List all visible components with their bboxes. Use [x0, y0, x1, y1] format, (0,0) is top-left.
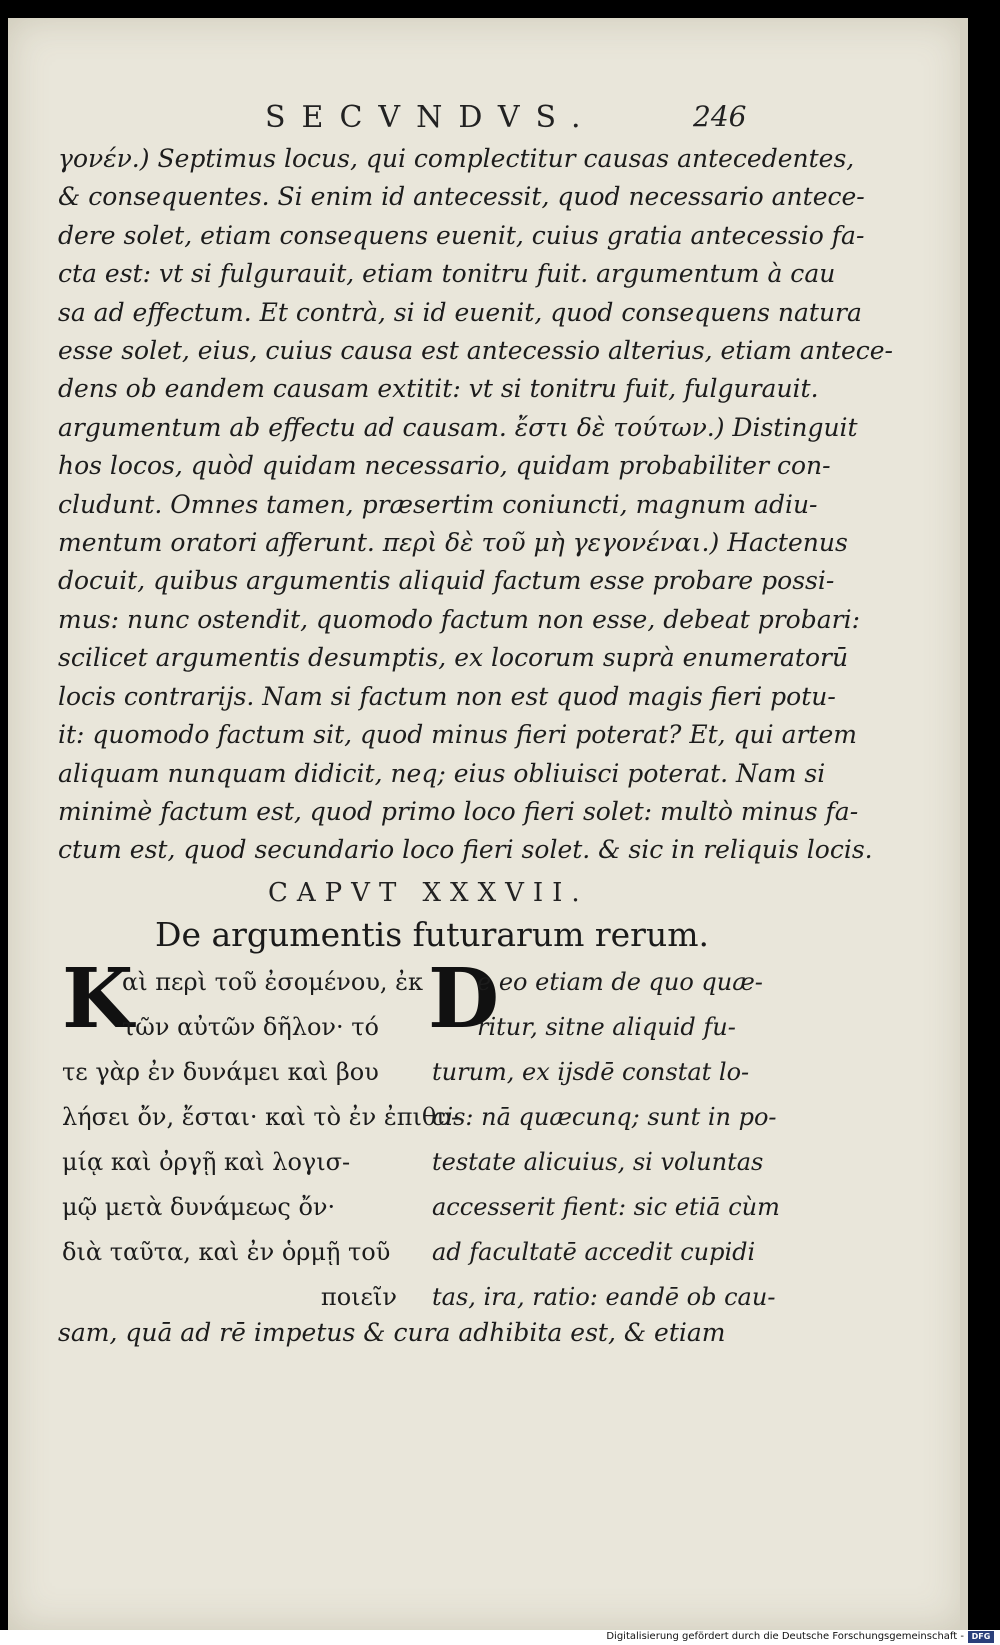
- text-line: docuit, quibus argumentis aliquid factum esse probare possi-: [58, 566, 835, 596]
- greek-line: μίᾳ καὶ ὀργῇ καὶ λογισ-: [62, 1148, 351, 1176]
- greek-line: τε γὰρ ἐν δυνάμει καὶ βου: [62, 1058, 379, 1086]
- latin-line: ritur, sitne aliquid fu-: [477, 1013, 736, 1041]
- text-line: hos locos, quòd quidam necessario, quidam probabiliter con-: [58, 451, 831, 481]
- final-text-line: sam, quā ad rē impetus & cura adhibita est, & etiam: [58, 1318, 726, 1347]
- latin-column: [432, 960, 802, 1320]
- text-line: & consequentes. Si enim id antecessit, quod necessario antece-: [58, 182, 865, 212]
- text-line: γονέν.) Septimus locus, qui complectitur causas antecedentes,: [58, 144, 855, 173]
- text-line: cludunt. Omnes tamen, præsertim coniuncti, magnum adiu-: [58, 489, 818, 519]
- latin-line: turum, ex ijsdē constat lo-: [432, 1058, 750, 1086]
- latin-line: e eo etiam de quo quæ-: [477, 968, 763, 996]
- greek-drop-capital: K: [62, 951, 134, 1047]
- latin-line: accesserit fient: sic etiā cùm: [432, 1193, 780, 1221]
- latin-line: tas, ira, ratio: eandē ob cau-: [432, 1283, 776, 1311]
- dfg-logo: DFG: [968, 1631, 994, 1643]
- text-line: it: quomodo factum sit, quod minus fieri poterat? Et, qui artem: [58, 720, 857, 750]
- latin-line: testate alicuius, si voluntas: [432, 1148, 764, 1176]
- text-line: scilicet argumentis desumptis, ex locorum suprà enumeratorū: [58, 643, 849, 673]
- greek-line: διὰ ταῦτα, καὶ ἐν ὁρμῇ τοῦ: [62, 1238, 391, 1266]
- text-line: esse solet, eius, cuius causa est antecessio alterius, etiam antece-: [58, 336, 893, 366]
- text-line: mus: nunc ostendit, quomodo factum non esse, debeat probari:: [58, 604, 861, 634]
- text-line: cta est: vt si fulgurauit, etiam tonitru fuit. argumentum à cau: [58, 259, 836, 289]
- greek-line: τῶν αὐτῶν δῆλον· τό: [122, 1013, 379, 1041]
- greek-line: ποιεῖν: [320, 1283, 397, 1311]
- text-line: ctum est, quod secundario loco fieri solet. & sic in reliquis locis.: [58, 835, 873, 865]
- text-line: argumentum ab effectu ad causam. ἔστι δὲ τούτων.) Distinguit: [58, 412, 858, 442]
- greek-line: αὶ περὶ τοῦ ἐσομένου, ἐκ: [122, 968, 424, 996]
- greek-line: λήσει ὄν, ἔσται· καὶ τὸ ἐν ἐπιθυ-: [62, 1103, 460, 1131]
- page-edge: [960, 18, 968, 1630]
- page-number: 246: [693, 100, 747, 133]
- greek-line: μῷ μετὰ δυνάμεως ὄν·: [62, 1193, 336, 1221]
- chapter-heading: CAPVT XXXVII.: [268, 878, 589, 908]
- funding-credit: Digitalisierung gefördert durch die Deutsche Forschungsgemeinschaft -: [606, 1631, 964, 1642]
- text-line: mentum oratori afferunt. περὶ δὲ τοῦ μὴ γεγονέναι.) Hactenus: [58, 528, 848, 558]
- latin-line: ad facultatē accedit cupidi: [432, 1238, 756, 1266]
- text-line: dere solet, etiam consequens euenit, cuius gratia antecessio fa-: [58, 220, 865, 250]
- chapter-title: De argumentis futurarum rerum.: [155, 915, 709, 954]
- text-line: minimè factum est, quod primo loco fieri solet: multò minus fa-: [58, 796, 859, 826]
- latin-line: cis: nā quæcunq; sunt in po-: [432, 1103, 777, 1131]
- greek-column: [62, 951, 460, 1320]
- text-line: sa ad effectum. Et contrà, si id euenit, quod consequens natura: [58, 297, 862, 327]
- text-line: locis contrarijs. Nam si factum non est quod magis fieri potu-: [58, 681, 836, 711]
- text-line: dens ob eandem causam extitit: vt si tonitru fuit, fulgurauit.: [58, 374, 819, 404]
- body-text: [58, 140, 893, 870]
- latin-drop-capital: D: [428, 951, 500, 1047]
- text-line: aliquam nunquam didicit, neq; eius obliuisci poterat. Nam si: [58, 758, 826, 788]
- running-head: SECVNDVS.: [265, 100, 597, 135]
